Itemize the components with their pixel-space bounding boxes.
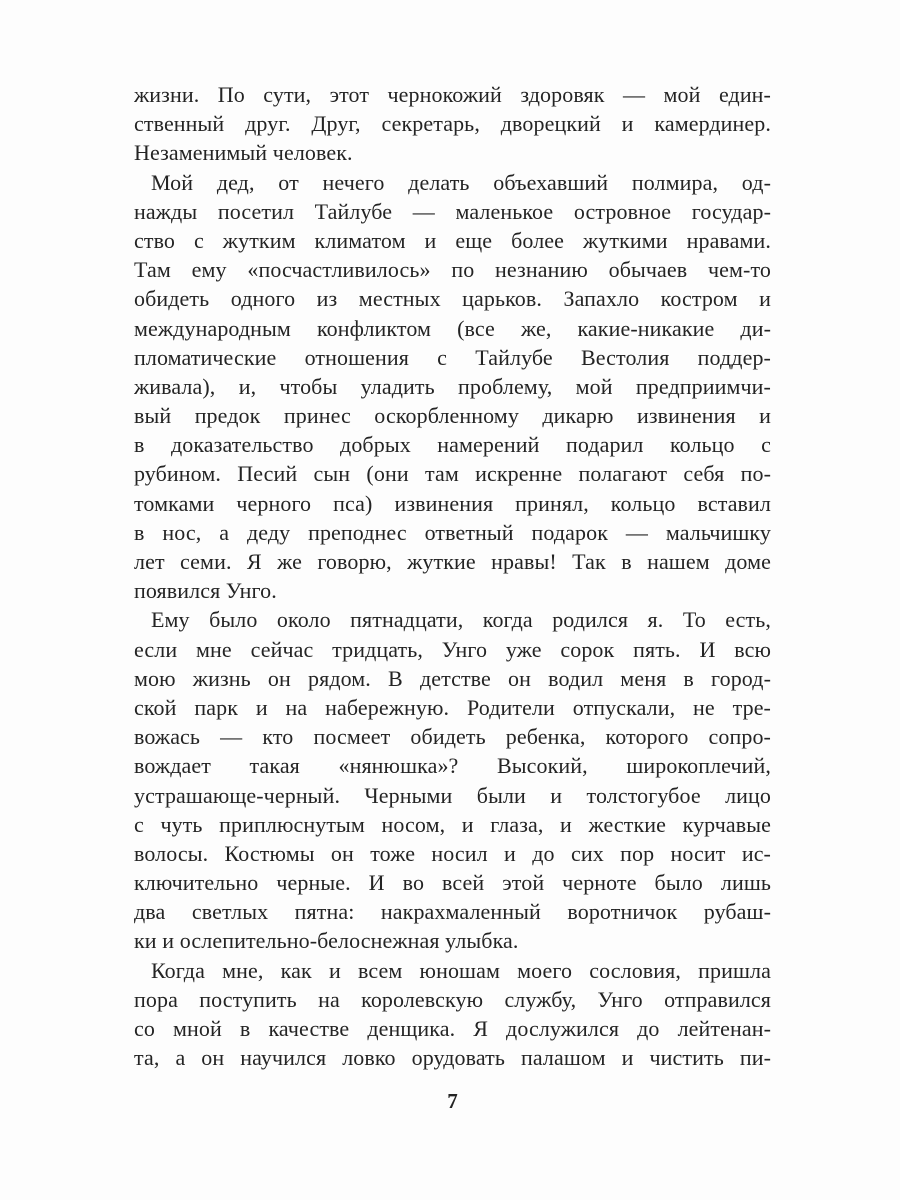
page-number: 7 (447, 1089, 458, 1113)
text-line: ской парк и на набережную. Родители отпускали, не тре- (134, 694, 771, 720)
paragraph (134, 605, 771, 955)
paragraph (134, 80, 771, 168)
paragraph (134, 168, 771, 606)
text-line: ключительно черные. И во всей этой черноте было лишь (134, 870, 771, 896)
text-line: международным конфликтом (все же, какие-никакие ди- (134, 315, 771, 341)
text-line: вый предок принес оскорбленному дикарю извинения и (134, 403, 771, 429)
paragraph (134, 956, 771, 1073)
text-line: вожась — кто посмеет обидеть ребенка, которого сопро- (134, 724, 771, 750)
text-line: Мой дед, от нечего делать объехавший полмира, од- (151, 169, 771, 195)
text-line: вождает такая «нянюшка»? Высокий, широкоплечий, (134, 753, 771, 779)
text-line: если мне сейчас тридцать, Унго уже сорок пять. И всю (134, 636, 771, 662)
text-line: Там ему «посчастливилось» по незнанию обычаев чем-то (134, 257, 771, 283)
text-line: в нос, а деду преподнес ответный подарок — мальчишку (134, 519, 771, 545)
page-text-block (134, 80, 771, 1072)
text-line: нажды посетил Тайлубе — маленькое островное государ- (134, 198, 771, 224)
text-line: жизни. По сути, этот чернокожий здоровяк — мой един- (134, 82, 771, 107)
text-line: пломатические отношения с Тайлубе Вестолия поддер- (134, 344, 771, 370)
text-line: мою жизнь он рядом. В детстве он водил меня в город- (134, 665, 771, 691)
text-line: томками черного пса) извинения принял, кольцо вставил (134, 490, 771, 516)
text-line: Незаменимый человек. (134, 140, 353, 166)
text-line: рубином. Песий сын (они там искренне полагают себя по- (134, 461, 771, 487)
text-line: устрашающе-черный. Черными были и толстогубое лицо (134, 782, 771, 808)
text-line: в доказательство добрых намерений подарил кольцо с (134, 432, 771, 458)
text-line: обидеть одного из местных царьков. Запахло костром и (134, 286, 771, 312)
text-line: Ему было около пятнадцати, когда родился я. То есть, (151, 607, 771, 633)
text-line: ство с жутким климатом и еще более жуткими нравами. (134, 227, 771, 253)
text-line: ки и ослепительно-белоснежная улыбка. (134, 928, 519, 954)
text-line: со мной в качестве денщика. Я дослужился до лейтенан- (134, 1016, 771, 1041)
text-line: лет семи. Я же говорю, жуткие нравы! Так в нашем доме (134, 549, 771, 574)
text-line: Когда мне, как и всем юношам моего сословия, пришла (151, 957, 771, 983)
text-line: пора поступить на королевскую службу, Унго отправился (134, 986, 771, 1012)
text-line: с чуть приплюснутым носом, и глаза, и жесткие курчавые (134, 811, 771, 837)
text-line: два светлых пятна: накрахмаленный воротничок рубаш- (134, 899, 771, 925)
text-line: появился Унго. (134, 578, 277, 604)
text-line: ственный друг. Друг, секретарь, дворецкий и камердинер. (134, 111, 771, 137)
text-line: волосы. Костюмы он тоже носил и до сих пор носит ис- (134, 840, 771, 866)
text-line: живала), и, чтобы уладить проблему, мой предприимчи- (134, 373, 771, 399)
text-line: та, а он научился ловко орудовать палашом и чистить пи- (134, 1045, 771, 1071)
